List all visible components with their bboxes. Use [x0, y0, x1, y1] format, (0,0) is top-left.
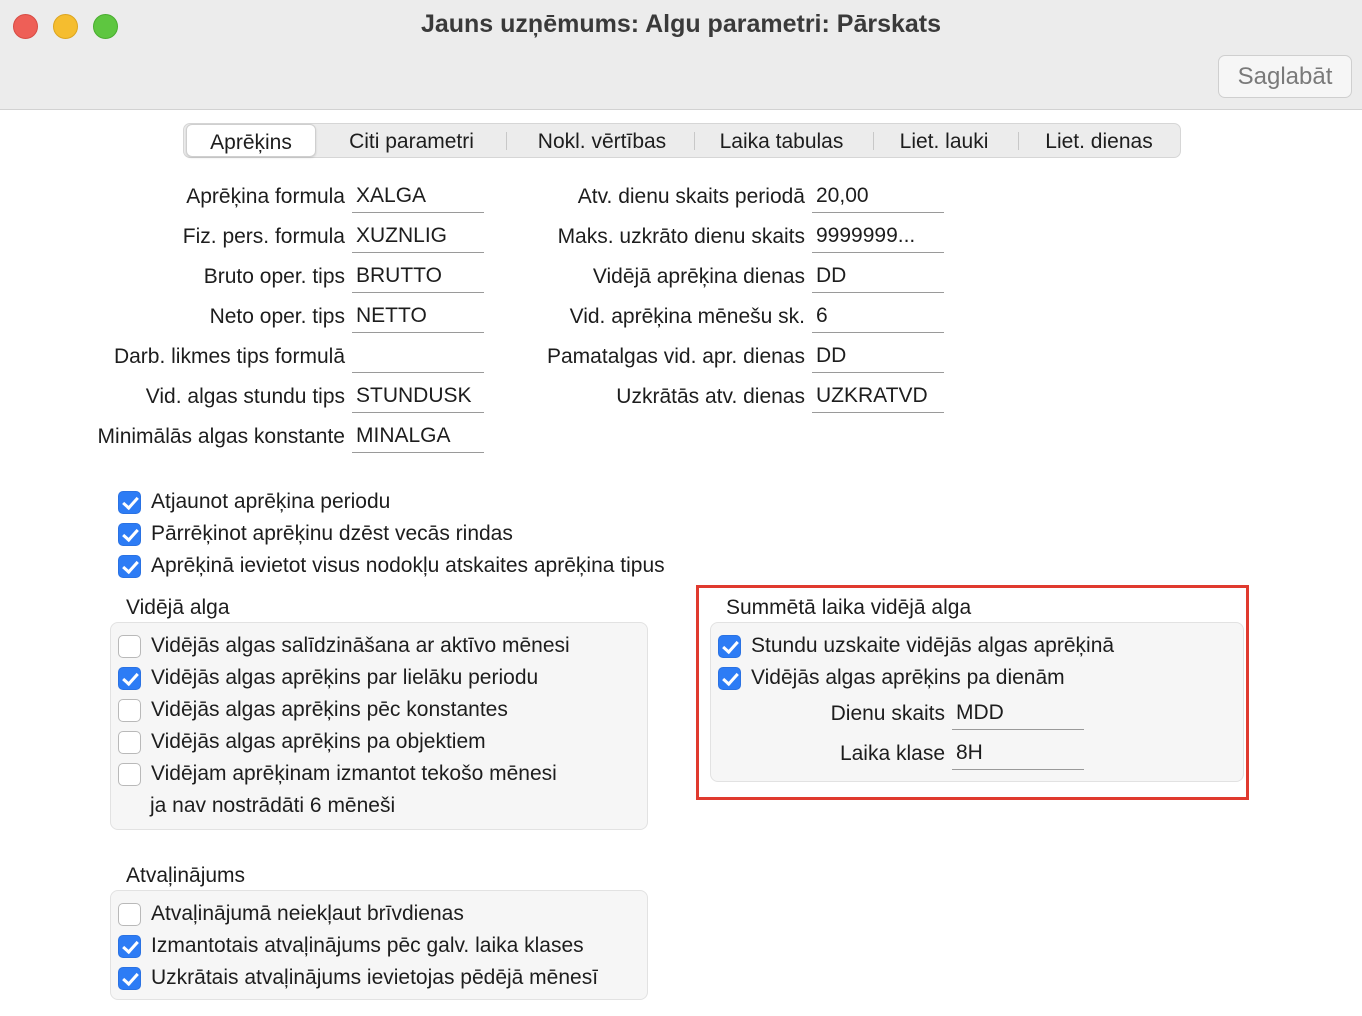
tab-laika-tabulas[interactable]: Laika tabulas: [719, 130, 844, 153]
window-title: Jauns uzņēmums: Algu parametri: Pārskats: [420, 10, 942, 38]
pec-konstantes-checkbox[interactable]: [118, 695, 508, 725]
dienu-skaits-label: Dienu skaits: [830, 702, 945, 725]
tab-aprekins[interactable]: Aprēķins: [186, 124, 316, 157]
checkbox-unchecked-icon: [118, 763, 141, 786]
pamatalgas-vid-apr-field[interactable]: DD: [812, 339, 944, 373]
neto-oper-tips-label: Neto oper. tips: [209, 305, 345, 328]
tab-separator: [506, 132, 507, 150]
atv-dienu-skaits-label: Atv. dienu skaits periodā: [577, 185, 805, 208]
formula-label: Aprēķina formula: [186, 185, 345, 208]
checkbox-label: Aprēķinā ievietot visus nodokļu atskaites aprēķina tipus: [151, 554, 665, 577]
checkbox-label: Vidējās algas aprēķins pa objektiem: [151, 730, 486, 753]
checkbox-checked-icon: [118, 935, 141, 958]
maks-uzkrato-dienu-field[interactable]: 9999999...: [812, 219, 944, 253]
formula-field[interactable]: XALGA: [352, 179, 484, 213]
darb-likmes-tips-label: Darb. likmes tips formulā: [113, 345, 345, 368]
videja-aprekina-dienas-field[interactable]: DD: [812, 259, 944, 293]
fiz-pers-formula-label: Fiz. pers. formula: [182, 225, 345, 248]
pedeja-menesi-checkbox[interactable]: [118, 963, 598, 993]
salidzinasana-aktivo-menesi-checkbox[interactable]: [118, 631, 570, 661]
checkbox-checked-icon: [118, 967, 141, 990]
tekoso-menesi-continuation: ja nav nostrādāti 6 mēneši: [150, 794, 396, 817]
videja-aprekina-dienas-label: Vidējā aprēķina dienas: [592, 265, 805, 288]
bruto-oper-tips-field[interactable]: BRUTTO: [352, 259, 484, 293]
checkbox-label: Stundu uzskaite vidējās algas aprēķinā: [751, 634, 1115, 657]
neieklaut-brivdienas-checkbox[interactable]: [118, 899, 464, 929]
tab-liet-dienas[interactable]: Liet. dienas: [1045, 130, 1153, 153]
pa-objektiem-checkbox[interactable]: [118, 727, 486, 757]
minimalas-algas-konstante-field[interactable]: MINALGA: [352, 419, 484, 453]
checkbox-checked-icon: [118, 667, 141, 690]
uzkratas-atv-dienas-field[interactable]: UZKRATVD: [812, 379, 944, 413]
checkbox-label: Pārrēķinot aprēķinu dzēst vecās rindas: [151, 522, 513, 545]
maks-uzkrato-dienu-label: Maks. uzkrāto dienu skaits: [557, 225, 805, 248]
darb-likmes-tips-field[interactable]: [352, 339, 484, 373]
dzest-vecas-rindas-checkbox[interactable]: [118, 519, 513, 549]
laika-klase-label: Laika klase: [839, 742, 945, 765]
tab-citi-parametri[interactable]: Citi parametri: [349, 130, 474, 153]
lielaku-periodu-checkbox[interactable]: [118, 663, 538, 693]
atjaunot-periodu-checkbox[interactable]: [118, 487, 390, 517]
tab-separator: [1018, 132, 1019, 150]
checkbox-checked-icon: [118, 491, 141, 514]
laika-klase-field[interactable]: 8H: [952, 736, 1084, 770]
tab-bar: [183, 123, 1181, 158]
checkbox-label: Vidējās algas aprēķins pa dienām: [751, 666, 1065, 689]
checkbox-label: Vidējās algas aprēķins pēc konstantes: [151, 698, 508, 721]
tab-liet-lauki[interactable]: Liet. lauki: [899, 130, 989, 153]
tekoso-menesi-checkbox[interactable]: [118, 759, 557, 789]
checkbox-label: Vidējam aprēķinam izmantot tekošo mēnesi: [151, 762, 557, 785]
checkbox-checked-icon: [118, 523, 141, 546]
checkbox-checked-icon: [118, 555, 141, 578]
videja-alga-group-title: Vidējā alga: [126, 596, 230, 619]
checkbox-unchecked-icon: [118, 635, 141, 658]
highlight-frame: [696, 585, 1249, 800]
fiz-pers-formula-field[interactable]: XUZNLIG: [352, 219, 484, 253]
title-bar: [0, 0, 1362, 110]
uzkratas-atv-dienas-label: Uzkrātās atv. dienas: [616, 385, 805, 408]
tab-separator: [694, 132, 695, 150]
atvalinajums-group-title: Atvaļinājums: [126, 864, 246, 887]
ievietot-nodoklu-tipus-checkbox[interactable]: [118, 551, 665, 581]
checkbox-label: Vidējās algas salīdzināšana ar aktīvo mēnesi: [151, 634, 570, 657]
save-button[interactable]: Saglabāt: [1218, 55, 1352, 98]
summeta-laika-group-title: Summētā laika vidējā alga: [726, 596, 972, 619]
atv-dienu-skaits-field[interactable]: 20,00: [812, 179, 944, 213]
minimalas-algas-konstante-label: Minimālās algas konstante: [97, 425, 345, 448]
galv-laika-klases-checkbox[interactable]: [118, 931, 584, 961]
dienu-skaits-field[interactable]: MDD: [952, 696, 1084, 730]
vid-algas-stundu-tips-label: Vid. algas stundu tips: [145, 385, 345, 408]
checkbox-unchecked-icon: [118, 731, 141, 754]
bruto-oper-tips-label: Bruto oper. tips: [203, 265, 345, 288]
neto-oper-tips-field[interactable]: NETTO: [352, 299, 484, 333]
vid-aprekina-menesu-label: Vid. aprēķina mēnešu sk.: [569, 305, 805, 328]
checkbox-label: Atvaļinājumā neiekļaut brīvdienas: [151, 902, 464, 925]
checkbox-label: Atjaunot aprēķina periodu: [151, 490, 391, 513]
checkbox-label: Izmantotais atvaļinājums pēc galv. laika klases: [151, 934, 584, 957]
checkbox-unchecked-icon: [118, 903, 141, 926]
pamatalgas-vid-apr-label: Pamatalgas vid. apr. dienas: [547, 345, 805, 368]
checkbox-unchecked-icon: [118, 699, 141, 722]
tab-separator: [873, 132, 874, 150]
checkbox-label: Uzkrātais atvaļinājums ievietojas pēdējā mēnesī: [151, 966, 599, 989]
vid-algas-stundu-tips-field[interactable]: STUNDUSK: [352, 379, 484, 413]
tab-nokl-vertibas[interactable]: Nokl. vērtības: [537, 130, 667, 153]
checkbox-label: Vidējās algas aprēķins par lielāku periodu: [151, 666, 539, 689]
vid-aprekina-menesu-field[interactable]: 6: [812, 299, 944, 333]
